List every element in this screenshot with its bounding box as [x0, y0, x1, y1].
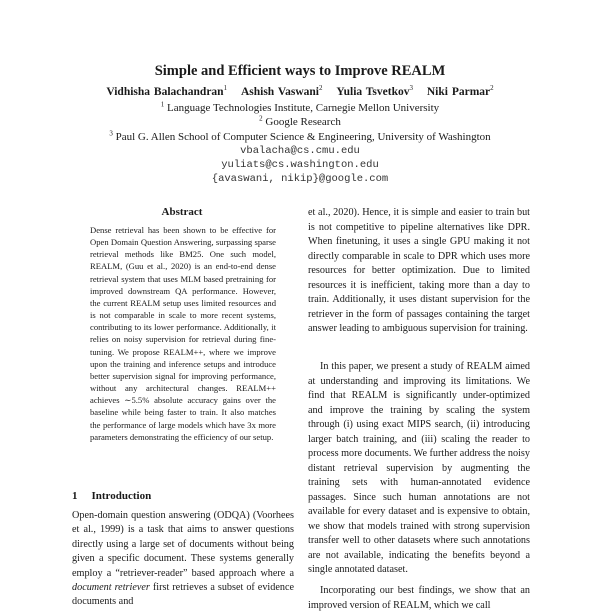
- paper-title: Simple and Efficient ways to Improve REALM: [154, 63, 446, 79]
- emphasized-term: document retriever: [72, 582, 150, 594]
- abstract-text: Dense retrieval has been shown to be effective for Open Domain Question Answering, surpassing sparse retrieval methods like BM25. One such model, REALM, (Guu et al., 2020) is an end-to-end dense retrieval system that uses MLM based pretraining for improved downstream QA performance. However, the current REALM setup uses limited resources and is not comparable in scale to more recent systems, contributing to its lower performance. Additionally, it relies on noisy supervision for retrieval during fine-tuning. We propose REALM++, where we improve upon the training and inference setups and introduce better supervision signal for improving performance, without any architectural changes. REALM++ achieves ∼5.5% absolute accuracy gains over the baseline while being faster to train. It also matches the performance of large models which have 3x more parameters demonstrating the efficiency of our setup.: [90, 225, 276, 442]
- author-list: [0, 86, 600, 98]
- body-paragraph: Incorporating our best findings, we show that an improved version of REALM, which we call: [308, 585, 530, 611]
- author: Yulia Tsvetkov$^3$: [336, 84, 413, 98]
- section-heading: [72, 490, 292, 502]
- affiliation: $^3$ Paul G. Allen School of Computer Science & Engineering, University of Washington: [109, 129, 491, 143]
- email-address: vbalacha@cs.cmu.edu: [240, 145, 360, 157]
- body-paragraph: et al., 2020). Hence, it is simple and easier to train but is not competitive to pipeline alternatives like DPR. When finetuning, it uses a single GPU making it not directly comparable in scale to DPR which uses more resources for better optimization. Due to limited resources it is inefficient, taking more than a day to train. Additionally, it uses distant supervision for the retriever in the form of passages containing the target answer leading to ambiguous supervision for training.: [308, 207, 530, 334]
- author: Niki Parmar$^2$: [426, 84, 494, 98]
- affiliation: $^2$ Google Research: [259, 114, 341, 128]
- section-number: 1: [72, 490, 78, 502]
- section-title: Introduction: [91, 490, 152, 502]
- affiliation: $^1$ Language Technologies Institute, Carnegie Mellon University: [160, 100, 440, 114]
- author: Ashish Vaswani$^2$: [240, 84, 323, 98]
- author: Vidhisha Balachandran$^1$: [106, 84, 228, 98]
- abstract-heading: Abstract: [161, 206, 203, 218]
- email-address: {avaswani, nikip}@google.com: [211, 173, 389, 185]
- introduction-paragraph: Open-domain question answering (ODQA) (Voorhees et al., 1999) is a task that aims to answer questions directly using a large set of documents without being given a specific document. These systems generally employ a “retriever-reader” based approach where a document retriever first retrieves a subset of evidence documents and: [72, 510, 295, 608]
- body-paragraph: In this paper, we present a study of REALM aimed at understanding and improving its limitations. We find that REALM is significantly under-optimized and improve the training by scaling the system through (i) using exact MIPS search, (ii) introducing larger batch training, and (iii) scaling the reader to process more documents. We further address the noisy distant retrieval supervision by augmenting the training sets with human-annotated evidence passages. Since such human annotations are not available for every dataset and is expensive to obtain, we show that models trained with strong supervision transfer well to other datasets where such annotations are not available, indicating the benefits beyond a single annotated dataset.: [308, 361, 530, 575]
- email-address: yuliats@cs.washington.edu: [221, 159, 379, 171]
